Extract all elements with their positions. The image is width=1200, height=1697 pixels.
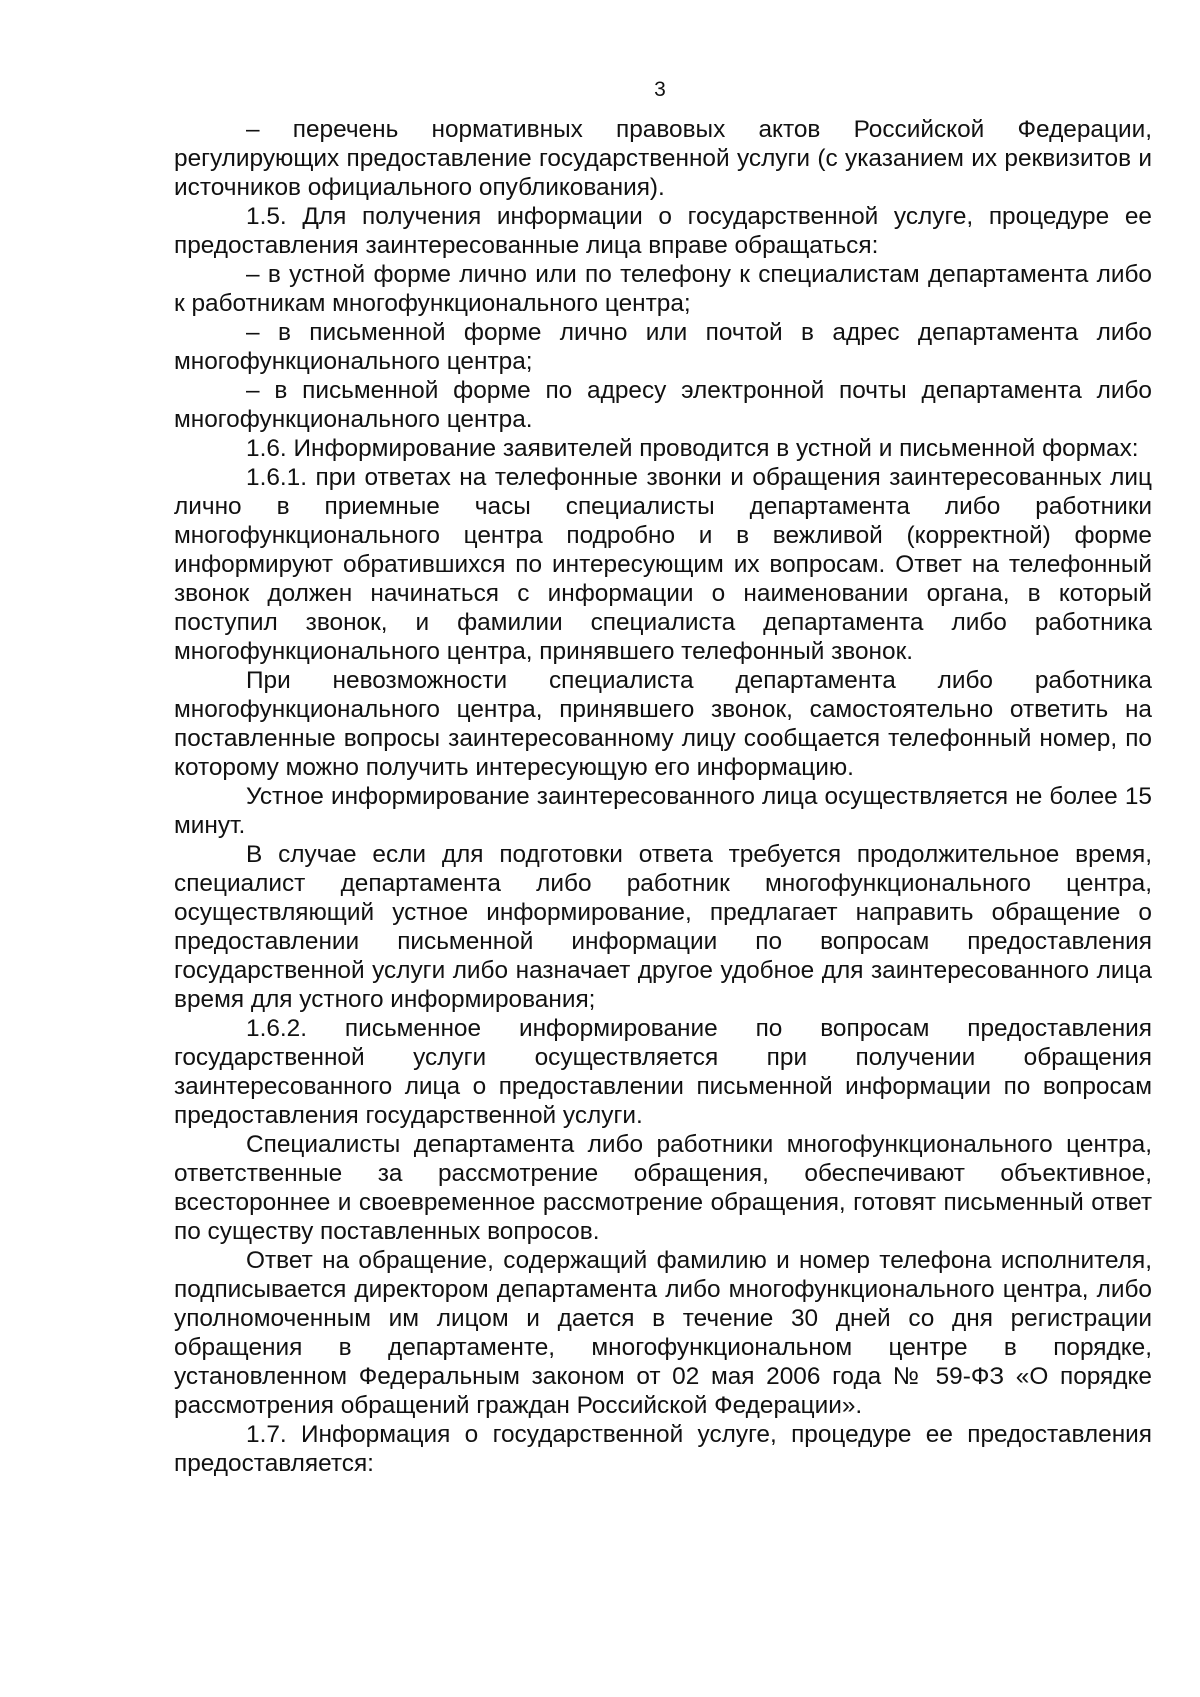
document-body [174,115,1152,1478]
page-number: 3 [654,78,666,101]
paragraph-1-6-1: 1.6.1. при ответах на телефонные звонки и обращения заинтересованных лиц лично в приемные часы специалисты департамента либо работники многофункционального центра подробно и в вежливой (корректной) форме информируют обратившихся по интересующим их вопросам. Ответ на телефонный звонок должен начинаться с информации о наименовании органа, в который поступил звонок, и фамилии специалиста департамента либо работника многофункционального центра, принявшего телефонный звонок. [174,464,1152,665]
paragraph-1-6-2: 1.6.2. письменное информирование по вопросам предоставления государственной услуги осуществляется при получении обращения заинтересованного лица о предоставлении письменной информации по вопросам предоставления государственной услуги. [174,1015,1152,1129]
paragraph-long-answer: В случае если для подготовки ответа требуется продолжительное время, специалист департамента либо работник многофункционального центра, осуществляющий устное информирование, предлагает направить обращение о предоставлении письменной информации по вопросам предоставления государственной услуги либо назначает другое удобное для заинтересованного лица время для устного информирования; [174,841,1152,1013]
paragraph-oral-duration: Устное информирование заинтересованного лица осуществляется не более 15 минут. [174,783,1152,839]
paragraph-1-5: 1.5. Для получения информации о государственной услуге, процедуре ее предоставления заинтересованные лица вправе обращаться: [174,203,1152,259]
paragraph-answer-signature: Ответ на обращение, содержащий фамилию и номер телефона исполнителя, подписывается директором департамента либо многофункционального центра, либо уполномоченным им лицом и дается в течение 30 дней со дня регистрации обращения в департаменте, многофункциональном центре в порядке, установленном Федеральным законом от 02 мая 2006 года № 59-ФЗ «О порядке рассмотрения обращений граждан Российской Федерации». [174,1247,1152,1419]
paragraph-written-form-mail: – в письменной форме лично или почтой в адрес департамента либо многофункционального центра; [174,319,1152,375]
paragraph-specialists: Специалисты департамента либо работники многофункционального центра, ответственные за рассмотрение обращения, обеспечивают объективное, всестороннее и своевременное рассмотрение обращения, готовят письменный ответ по существу поставленных вопросов. [174,1131,1152,1245]
paragraph-impossibility: При невозможности специалиста департамента либо работника многофункционального центра, принявшего звонок, самостоятельно ответить на поставленные вопросы заинтересованному лицу сообщается телефонный номер, по которому можно получить интересующую его информацию. [174,667,1152,781]
paragraph-written-form-email: – в письменной форме по адресу электронной почты департамента либо многофункционального центра. [174,377,1152,433]
paragraph-1-6: 1.6. Информирование заявителей проводится в устной и письменной формах: [246,435,1139,462]
paragraph-legal-acts-list: – перечень нормативных правовых актов Российской Федерации, регулирующих предоставление государственной услуги (с указанием их реквизитов и источников официального опубликования). [174,116,1152,201]
paragraph-1-7: 1.7. Информация о государственной услуге, процедуре ее предоставления предоставляется: [174,1421,1152,1477]
paragraph-oral-form: – в устной форме лично или по телефону к специалистам департамента либо к работникам многофункционального центра; [174,261,1152,317]
